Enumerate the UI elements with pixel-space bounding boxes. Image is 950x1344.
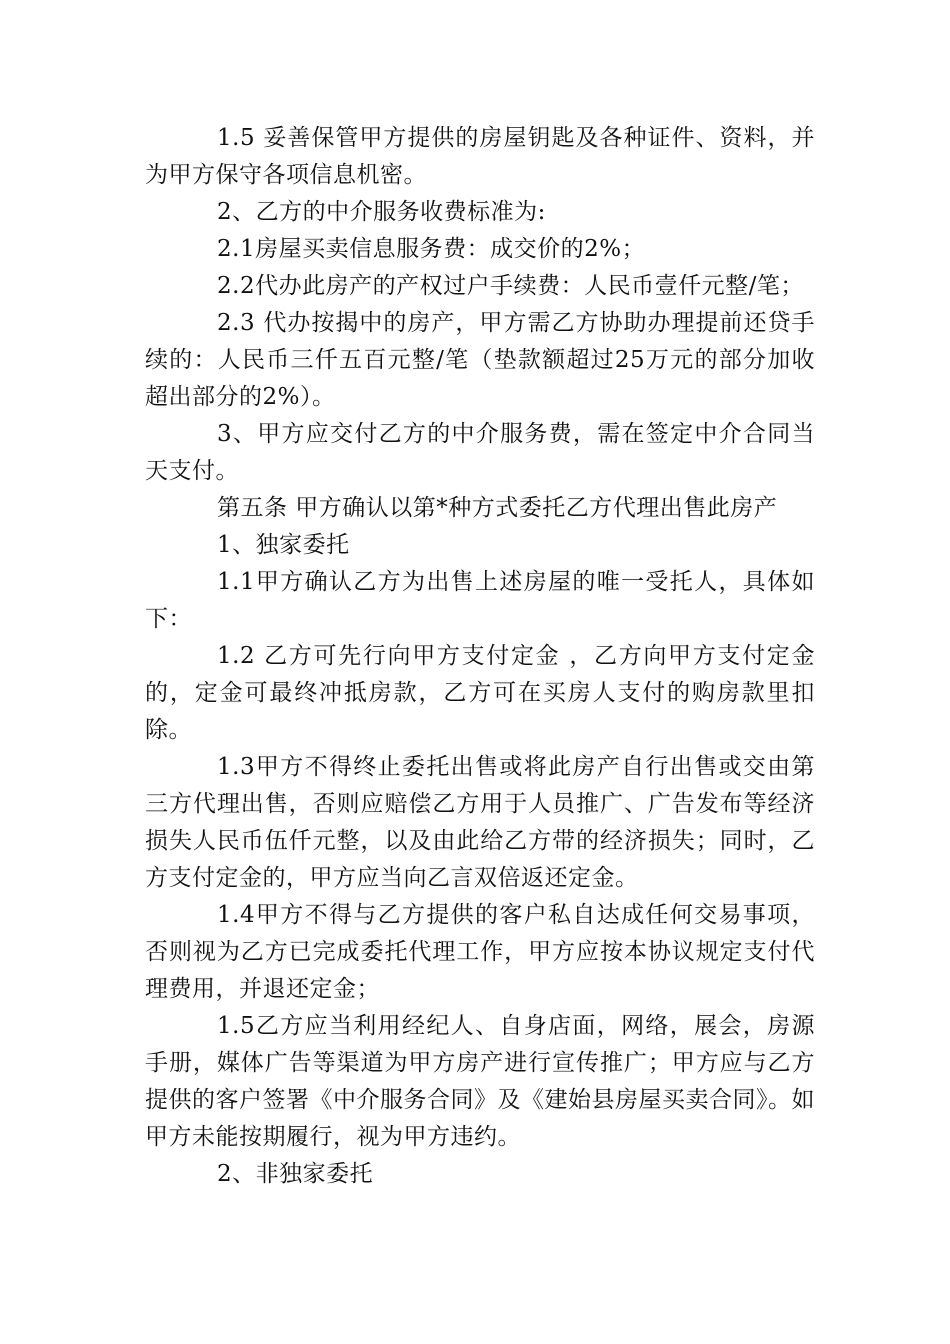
paragraph: 3、甲方应交付乙方的中介服务费，需在签定中介合同当天支付。	[145, 421, 815, 484]
paragraph: 1.4甲方不得与乙方提供的客户私自达成任何交易事项，否则视为乙方已完成委托代理工作，甲方应按本协议规定支付代理费用，并退还定金；	[145, 902, 815, 1002]
paragraph: 2、乙方的中介服务收费标准为:	[217, 199, 546, 225]
article-heading: 第五条 甲方确认以第*种方式委托乙方代理出售此房产	[217, 495, 778, 521]
paragraph: 1.3甲方不得终止委托出售或将此房产自行出售或交由第三方代理出售，否则应赔偿乙方用于人员推广、广告发布等经济损失人民币伍仟元整，以及由此给乙方带的经济损失；同时，乙方支付定金的，甲方应当向乙言双倍返还定金。	[145, 754, 815, 891]
section-heading: 1、独家委托	[217, 532, 350, 558]
paragraph: 1.5 妥善保管甲方提供的房屋钥匙及各种证件、资料，并为甲方保守各项信息机密。	[145, 125, 815, 188]
document-body	[145, 120, 815, 1193]
paragraph: 1.1甲方确认乙方为出售上述房屋的唯一受托人，具体如下：	[145, 569, 815, 632]
paragraph: 1.2 乙方可先行向甲方支付定金 ，乙方向甲方支付定金的，定金可最终冲抵房款，乙方可在买房人支付的购房款里扣除。	[145, 643, 815, 743]
section-heading: 2、非独家委托	[217, 1161, 374, 1187]
paragraph: 2.2代办此房产的产权过户手续费：人民币壹仟元整/笔；	[217, 273, 804, 299]
paragraph: 2.1房屋买卖信息服务费：成交价的2%；	[217, 236, 646, 262]
paragraph: 2.3 代办按揭中的房产，甲方需乙方协助办理提前还贷手续的：人民币三仟五百元整/笔（垫款额超过25万元的部分加收超出部分的2%）。	[145, 310, 815, 410]
paragraph: 1.5乙方应当利用经纪人、自身店面，网络，展会，房源手册，媒体广告等渠道为甲方房产进行宣传推广；甲方应与乙方提供的客户签署《中介服务合同》及《建始县房屋买卖合同》。如甲方未能按期履行，视为甲方违约。	[145, 1013, 815, 1150]
